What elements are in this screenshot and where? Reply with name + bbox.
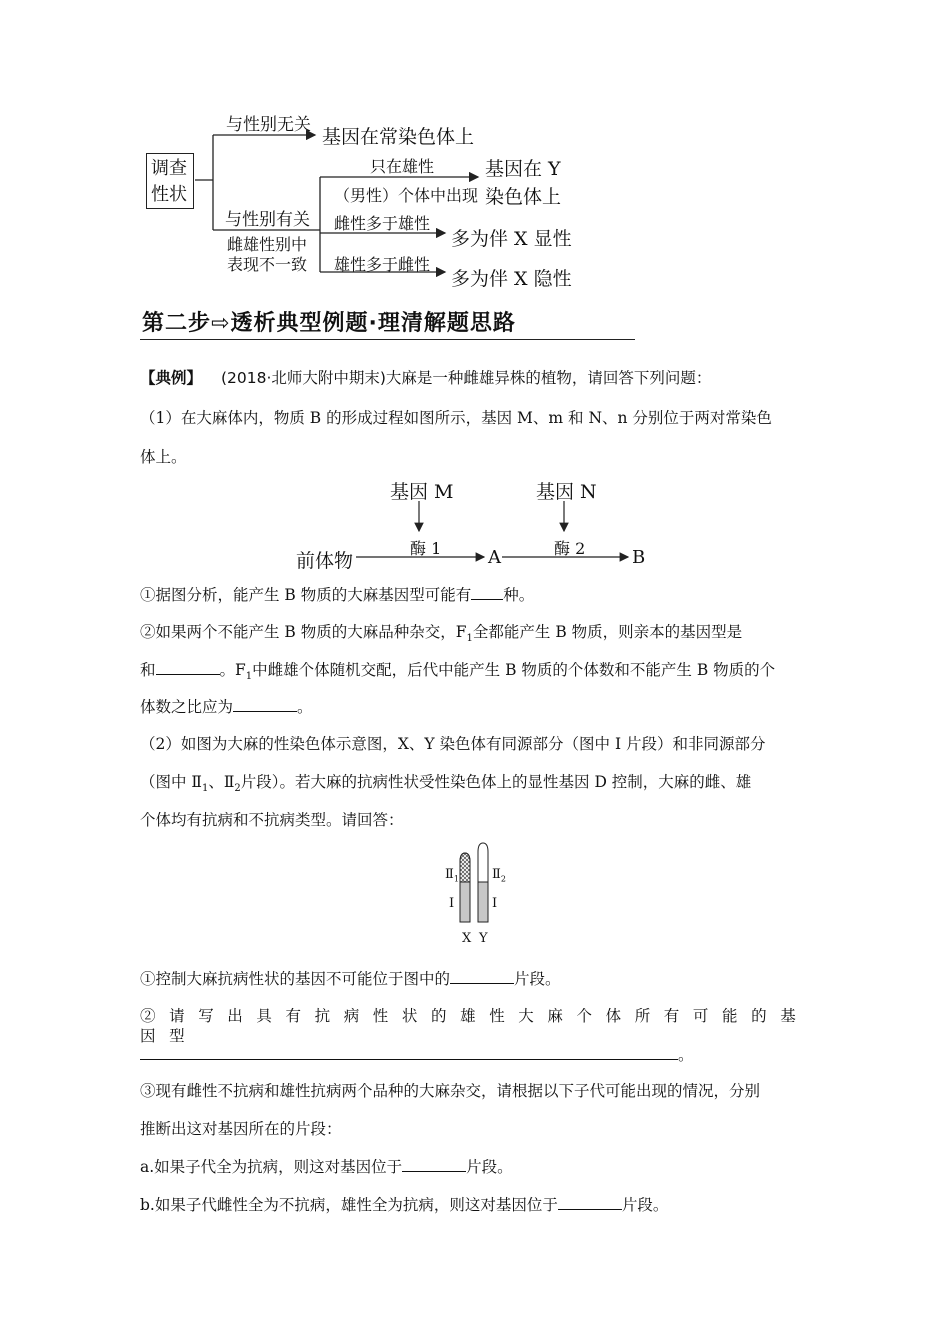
chrom-label-i-right: Ⅰ	[492, 896, 498, 911]
q2-sub1-end: 片段。	[514, 970, 561, 988]
flowchart-root-line2: 性状	[151, 184, 187, 205]
example-tag: 【典例】	[140, 369, 203, 387]
q2-sub3-b-blank[interactable]	[558, 1194, 622, 1210]
sub-differ-line2: 表现不一致	[227, 255, 308, 274]
q2-stem-line1: （2）如图为大麻的性染色体示意图，X、Y 染色体有同源部分（图中 Ⅰ 片段）和非同源部分	[140, 735, 766, 753]
chrom-label-i-left: Ⅰ	[449, 896, 455, 911]
q1-sub2-text-e: 中雌雄个体随机交配，后代中能产生 B 物质的个体数和不能产生 B 物质的个	[252, 661, 776, 679]
chromosome-shapes	[455, 840, 525, 925]
section-step: 第二步	[142, 311, 212, 336]
section-part1: 透析典型例题	[230, 311, 369, 336]
q2-sub2-line2	[140, 1044, 815, 1065]
q2-sub3-a-text: a.如果子代全为抗病，则这对基因位于	[140, 1158, 403, 1176]
section-dot: ·	[368, 311, 378, 336]
chrom-label-y: Y	[479, 931, 488, 946]
branch-related: 与性别有关	[225, 210, 310, 230]
q1-sub2-line3	[140, 696, 815, 717]
example-source: (2018·北师大附中期末)	[220, 369, 386, 387]
section-part2: 理清解题思路	[377, 311, 516, 336]
q2-sub2-line1	[140, 1006, 815, 1046]
chrom-label-ii2-sub: 2	[500, 874, 506, 884]
result-y-line1: 基因在 Y	[485, 158, 561, 180]
pathway-enzyme-1: 酶 1	[410, 539, 442, 558]
q1-stem-line2: 体上。	[140, 448, 187, 466]
q1-sub2-f1-sub: 1	[466, 633, 473, 645]
q1-sub2-f1-sub-2: 1	[245, 671, 253, 683]
pathway-gene-m: 基因 M	[390, 481, 454, 503]
q1-sub2-blank-3[interactable]	[233, 696, 297, 712]
q2-stem-sub1: 1	[201, 783, 209, 795]
pathway-product-b: B	[632, 547, 646, 568]
result-x-recessive: 多为伴 X 隐性	[451, 268, 572, 290]
q2-sub1-blank[interactable]	[450, 968, 514, 984]
sub-only-male-line1: 只在雄性	[370, 157, 435, 176]
q2-sub3-a	[140, 1156, 815, 1177]
chrom-label-ii1-sub: 1	[453, 874, 459, 884]
q2-sub1	[140, 968, 815, 989]
q1-sub1-end: 种。	[503, 586, 535, 604]
q1-sub2-text-b: 全都能产生 B 物质，则亲本的基因型是	[472, 623, 743, 641]
pathway-gene-n: 基因 N	[536, 481, 597, 503]
q2-stem-sub2: 2	[234, 783, 241, 795]
q1-sub1-blank[interactable]	[471, 584, 503, 600]
q2-sub3-b	[140, 1194, 815, 1215]
q2-sub2-blank[interactable]	[140, 1044, 678, 1060]
sub-male-more: 雄性多于雌性	[334, 255, 431, 274]
q1-sub2-text-d: 。F	[219, 661, 246, 679]
sub-differ-line1: 雌雄性别中	[227, 235, 308, 254]
q2-stem-b2: 、Ⅱ	[208, 773, 235, 791]
pathway-precursor: 前体物	[296, 550, 354, 572]
q2-sub1-text: ①控制大麻抗病性状的基因不可能位于图中的	[140, 970, 451, 988]
q2-sub3-a-end: 片段。	[466, 1158, 513, 1176]
q2-sub3-b-end: 片段。	[621, 1196, 669, 1214]
pathway-enzyme-2: 酶 2	[554, 539, 586, 558]
pathway-product-a: A	[488, 547, 501, 568]
q1-sub2-text-c: 和	[140, 661, 156, 679]
result-autosome: 基因在常染色体上	[322, 126, 475, 148]
sub-female-more: 雌性多于雄性	[334, 214, 431, 233]
q2-sub3-a-blank[interactable]	[402, 1156, 466, 1172]
q2-stem-line3: 个体均有抗病和不抗病类型。请回答：	[140, 811, 404, 829]
result-y-line2: 染色体上	[485, 186, 562, 208]
q1-sub2-line2	[140, 659, 815, 687]
flowchart-root-line1: 调查	[151, 158, 187, 179]
q2-sub2-end: 。	[678, 1046, 694, 1064]
q2-stem-b3: 片段）。若大麻的抗病性状受性染色体上的显性基因 D 控制，大麻的雌、雄	[240, 773, 752, 791]
section-arrow-icon: ⇨	[211, 311, 231, 336]
q2-sub3-b-text: b.如果子代雌性全为不抗病，雄性全为抗病，则这对基因位于	[140, 1196, 558, 1214]
q2-sub2-text: ②请写出具有抗病性状的雄性大麻个体所有可能的基因型	[140, 1007, 810, 1045]
q1-stem-line1: （1）在大麻体内，物质 B 的形成过程如图所示，基因 M、m 和 N、n 分别位于两对常染色	[140, 409, 772, 427]
chrom-label-ii1-main: Ⅱ	[445, 867, 454, 882]
chrom-label-ii2-main: Ⅱ	[492, 867, 501, 882]
q1-sub2-line1	[140, 622, 815, 649]
example-intro: 大麻是一种雌雄异株的植物，请回答下列问题：	[385, 369, 712, 387]
branch-unrelated: 与性别无关	[226, 115, 311, 135]
chrom-label-ii1	[445, 867, 459, 884]
q1-sub1-text: ①据图分析，能产生 B 物质的大麻基因型可能有	[140, 586, 472, 604]
q2-stem-b1: （图中 Ⅱ	[140, 773, 202, 791]
q2-sub3-line2: 推断出这对基因所在的片段：	[140, 1120, 342, 1138]
q1-sub1	[140, 584, 815, 605]
result-x-dominant: 多为伴 X 显性	[451, 228, 572, 250]
q1-sub2-text-g: 。	[297, 698, 313, 716]
q1-sub2-text-a: ②如果两个不能产生 B 物质的大麻品种杂交，F	[140, 623, 467, 641]
chrom-label-ii2	[492, 867, 506, 884]
chrom-label-x: X	[462, 931, 472, 946]
q1-sub2-text-f: 体数之比应为	[140, 698, 234, 716]
q2-stem-line2	[140, 772, 815, 799]
q1-sub2-blank-2[interactable]	[156, 659, 220, 675]
q2-sub3-line1: ③现有雌性不抗病和雄性抗病两个品种的大麻杂交，请根据以下子代可能出现的情况，分别	[140, 1082, 761, 1100]
pathway-arrows	[0, 0, 950, 600]
sub-only-male-line2: （男性）个体中出现	[334, 186, 479, 205]
